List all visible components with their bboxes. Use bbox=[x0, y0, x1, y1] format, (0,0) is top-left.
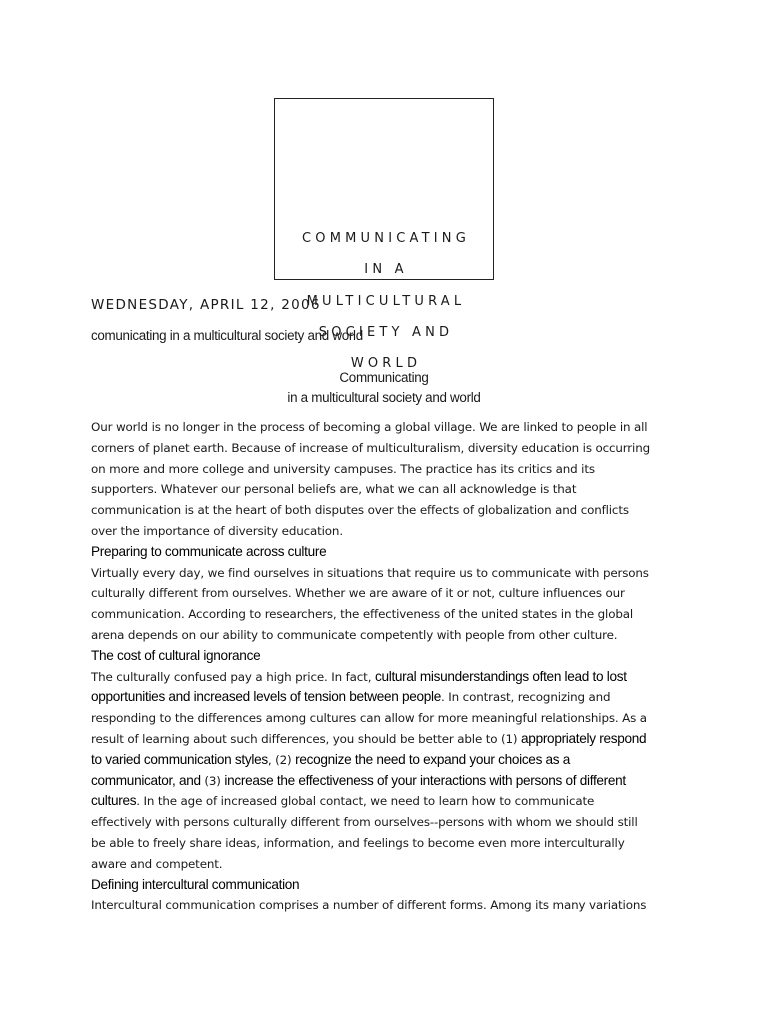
intro-line-1: Our world is no longer in the process of becoming a global village. We are linked to people in all bbox=[91, 420, 648, 434]
text-run: (3) bbox=[200, 773, 225, 788]
highlighted-text: recognize the need to expand your choices as a bbox=[295, 751, 571, 767]
section2-line-8: effectively with persons culturally different from ourselves--persons with whom we should still bbox=[91, 815, 638, 830]
title-line-5: WORLD bbox=[350, 356, 422, 371]
highlighted-text: cultures bbox=[91, 793, 137, 809]
section1-line-4: arena depends on our ability to communicate competently with people from other culture. bbox=[91, 627, 618, 642]
text-run: , (2) bbox=[267, 752, 296, 767]
section2-line-1 bbox=[91, 667, 681, 688]
post-date: WEDNESDAY, APRIL 12, 2006 bbox=[91, 297, 321, 313]
section2-line-9: be able to freely share ideas, information, and feelings to become even more interculturally bbox=[91, 835, 625, 850]
title-line-2: IN A bbox=[364, 262, 408, 277]
highlighted-text: communicator, and bbox=[91, 772, 201, 788]
section-heading-defining: Defining intercultural communication bbox=[91, 876, 300, 892]
text-run: . In the age of increased global contact, we need to learn how to communicate bbox=[136, 794, 595, 809]
highlighted-text: appropriately respond bbox=[521, 730, 647, 746]
section1-line-2: culturally different from ourselves. Whether we are aware of it or not, culture influences our bbox=[91, 586, 625, 601]
highlighted-text: cultural misunderstandings often lead to lost bbox=[374, 668, 627, 684]
section1-line-1: Virtually every day, we find ourselves in situations that require us to communicate with persons bbox=[91, 565, 649, 580]
section2-line-7 bbox=[91, 791, 681, 812]
section2-line-5 bbox=[91, 750, 681, 771]
section-heading-preparing: Preparing to communicate across culture bbox=[91, 543, 327, 559]
highlighted-text: increase the effectiveness of your interactions with persons of different bbox=[224, 772, 626, 788]
section2-line-2 bbox=[91, 687, 681, 708]
text-run: . In contrast, recognizing and bbox=[441, 690, 611, 705]
section2-line-3: responding to the differences among cultures can allow for more meaningful relationships. As a bbox=[91, 711, 647, 726]
article-body bbox=[91, 417, 681, 916]
post-title-link[interactable]: comunicating in a multicultural society and world bbox=[91, 328, 363, 343]
text-run: result of learning about such differences, you should be better able to (1) bbox=[91, 731, 522, 746]
title-box bbox=[274, 98, 494, 371]
section-heading-cost: The cost of cultural ignorance bbox=[91, 647, 261, 663]
section2-line-6 bbox=[91, 771, 681, 792]
section2-line-10: aware and competent. bbox=[91, 856, 223, 871]
section1-line-3: communication. According to researchers, the effectiveness of the united states in the global bbox=[91, 607, 634, 622]
title-line-1: COMMUNICATING bbox=[302, 231, 470, 246]
title-line-3: MULTICULTURAL bbox=[306, 294, 466, 309]
intro-line-5: communication is at the heart of both disputes over the effects of globalization and conflicts bbox=[91, 503, 629, 518]
intro-line-6: over the importance of diversity education. bbox=[91, 523, 343, 538]
intro-line-3: on more and more college and university campuses. The practice has its critics and its bbox=[91, 461, 595, 476]
intro-line-4: supporters. Whatever our personal beliefs are, what we can all acknowledge is that bbox=[91, 482, 577, 497]
highlighted-text: to varied communication styles bbox=[91, 751, 268, 767]
section3-line-1: Intercultural communication comprises a number of different forms. Among its many variations bbox=[91, 898, 647, 913]
text-run: The culturally confused pay a high price. In fact, bbox=[91, 669, 375, 684]
article-title-line-1: Communicating bbox=[339, 370, 429, 385]
section2-line-4 bbox=[91, 729, 681, 750]
title-line-4: SOCIETY AND bbox=[318, 325, 454, 340]
highlighted-text: opportunities and increased levels of tension between people bbox=[91, 689, 442, 705]
intro-line-2: corners of planet earth. Because of increase of multiculturalism, diversity education is occurring bbox=[91, 440, 650, 455]
article-title-line-2: in a multicultural society and world bbox=[287, 390, 481, 405]
